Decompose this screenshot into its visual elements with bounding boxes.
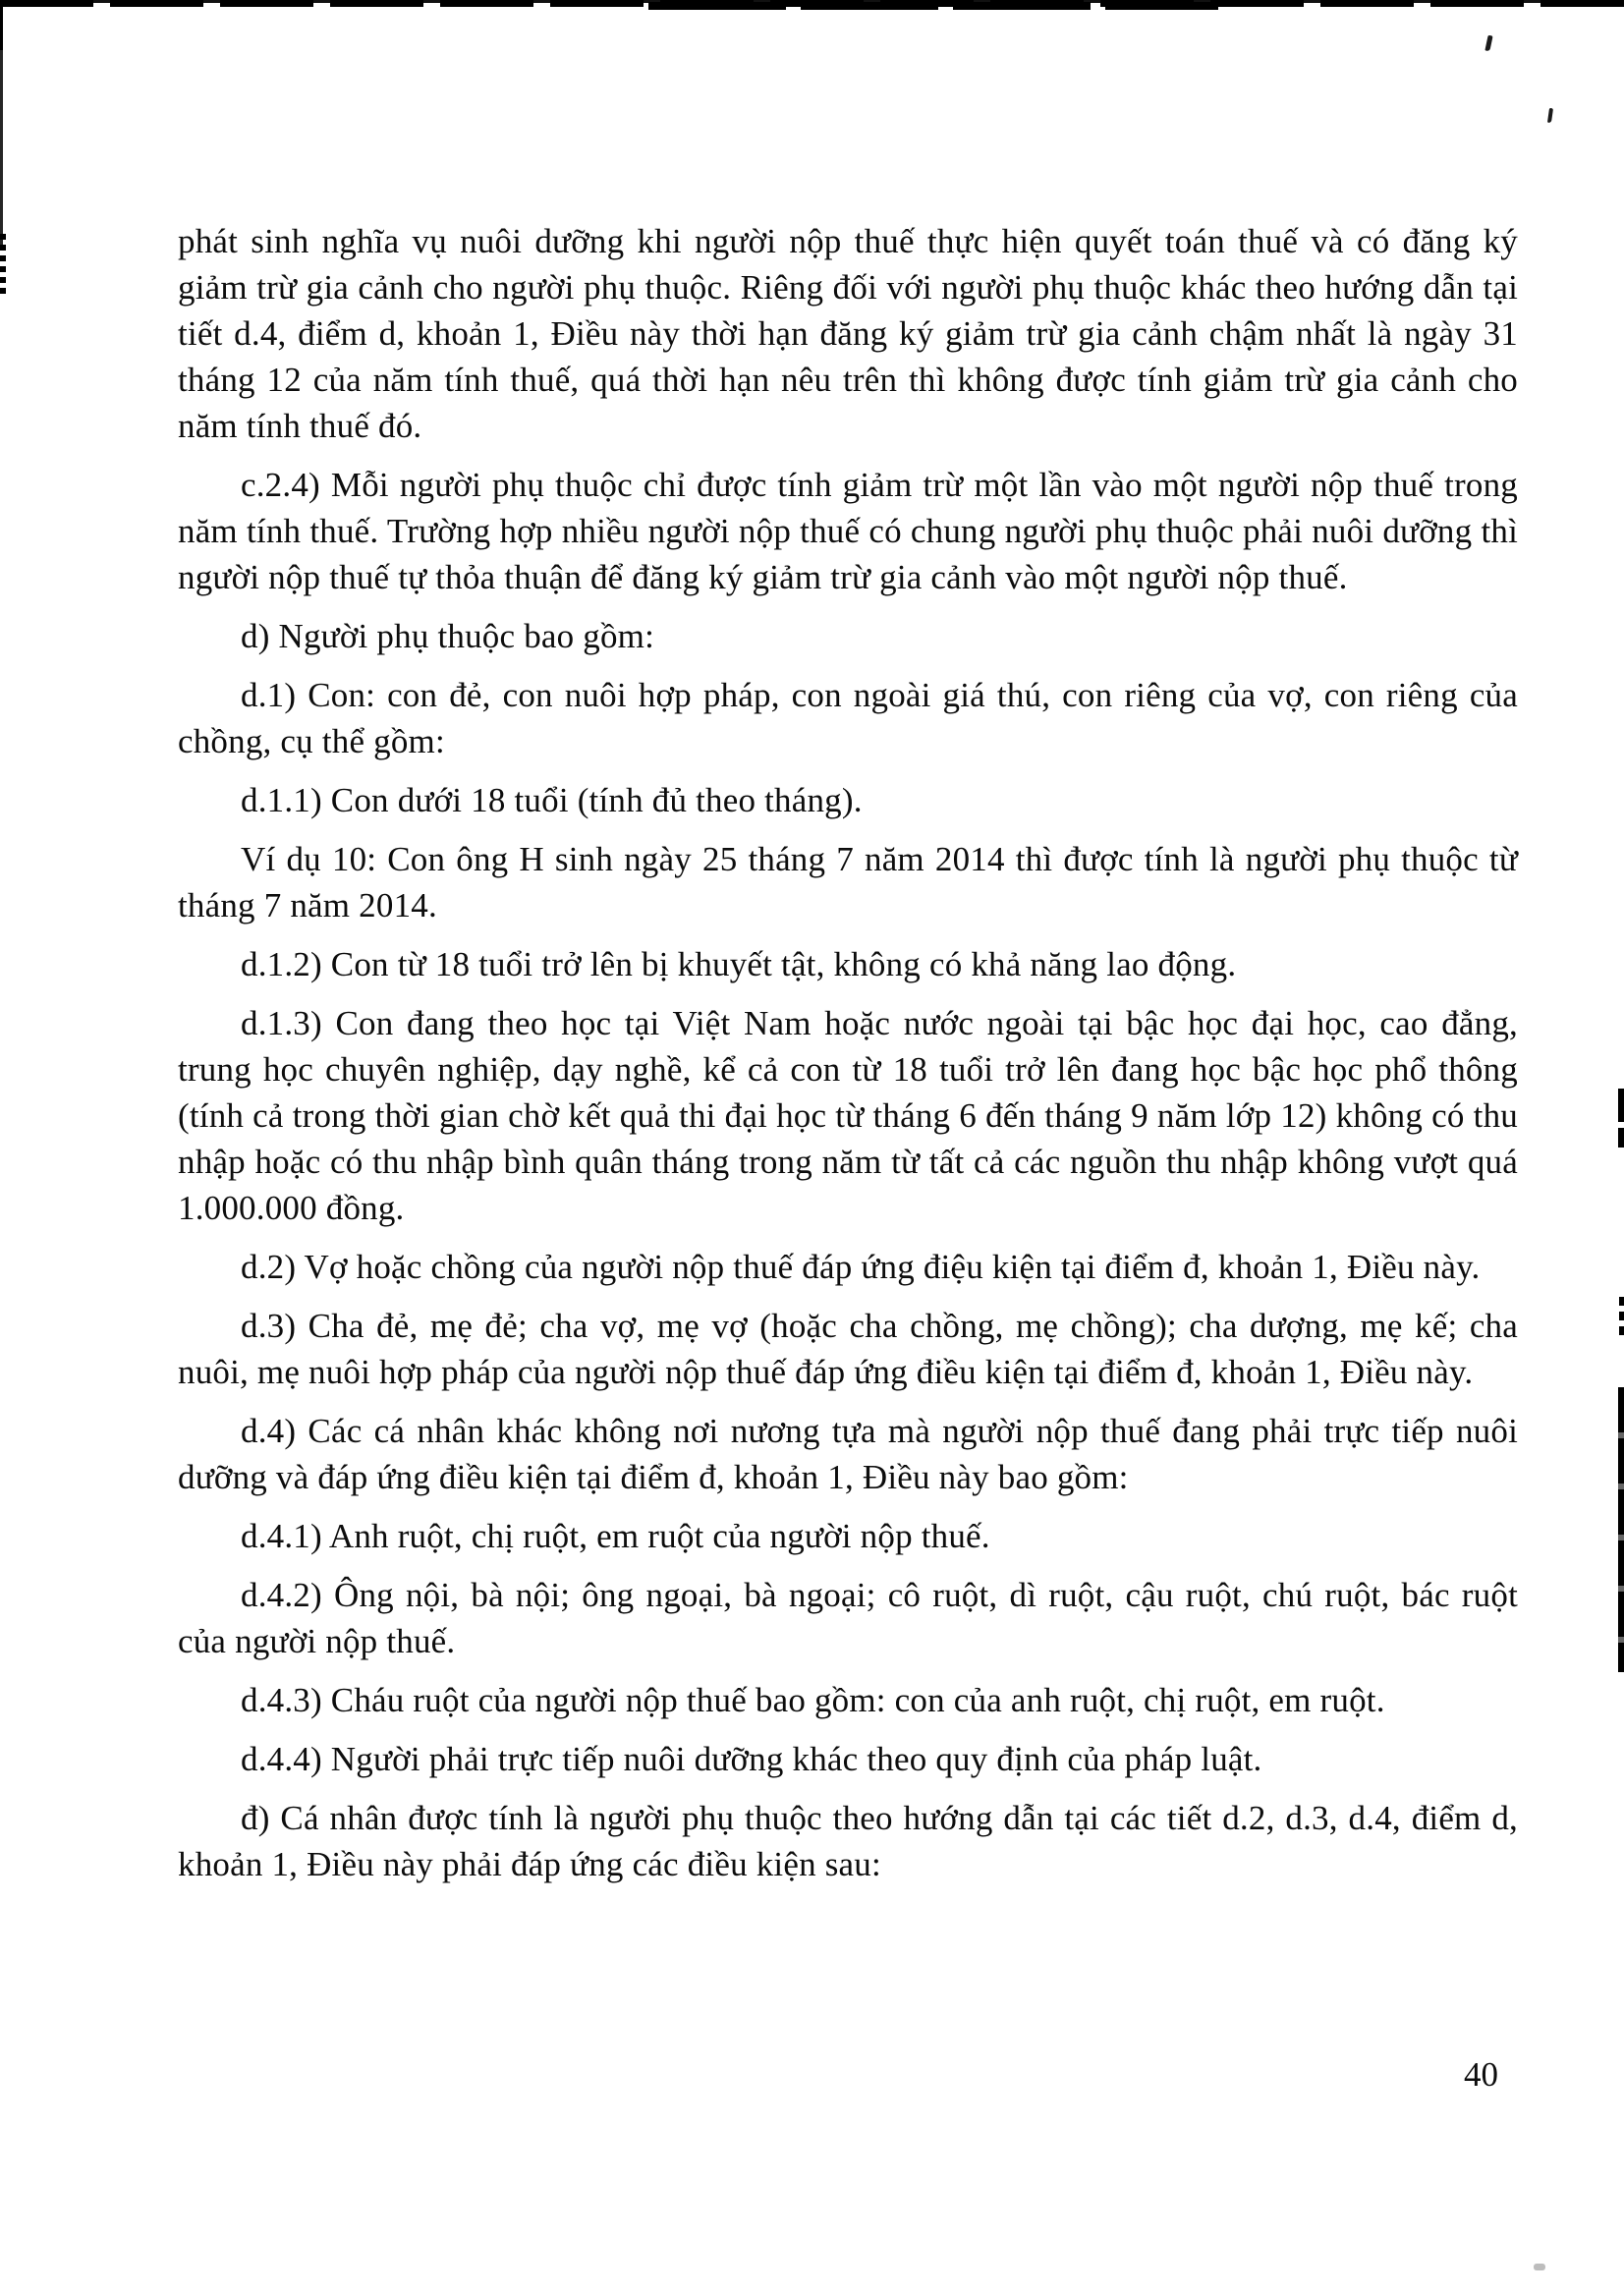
paragraph-example-10: Ví dụ 10: Con ông H sinh ngày 25 tháng 7 năm 2014 thì được tính là người phụ thuộc từ tháng 7 năm 2014. [178, 840, 1518, 924]
paragraph-d-1-2: d.1.2) Con từ 18 tuổi trở lên bị khuyết tật, không có khả năng lao động. [241, 945, 1237, 983]
paragraph-d-1-1: d.1.1) Con dưới 18 tuổi (tính đủ theo tháng). [241, 781, 863, 819]
scan-artifact-top-edge-thick [648, 2, 1218, 10]
scan-artifact-right-edge-middle [1619, 1297, 1624, 1336]
paragraph-d-4-2: d.4.2) Ông nội, bà nội; ông ngoại, bà ngoại; cô ruột, dì ruột, cậu ruột, chú ruột, bác ruột của người nộp thuế. [178, 1576, 1518, 1660]
scan-artifact-right-edge-lower [1618, 1387, 1624, 1672]
scan-speck-top-right-2 [1547, 108, 1553, 123]
paragraph-d-4-3: d.4.3) Cháu ruột của người nộp thuế bao gồm: con của anh ruột, chị ruột, em ruột. [241, 1681, 1385, 1719]
scan-artifact-left-dashes [0, 234, 6, 297]
paragraph-d-2: d.2) Vợ hoặc chồng của người nộp thuế đáp ứng điệu kiện tại điểm đ, khoản 1, Điều này. [241, 1248, 1481, 1286]
paragraph-c-2-4: c.2.4) Mỗi người phụ thuộc chỉ được tính giảm trừ một lần vào một người nộp thuế trong năm tính thuế. Trường hợp nhiều người nộp thuế có chung người phụ thuộc phải nuôi dưỡng thì người nộp thuế tự thỏa thuận để đăng ký giảm trừ gia cảnh vào một người nộp thuế. [178, 466, 1518, 596]
scan-artifact-right-edge-upper [1618, 1089, 1624, 1148]
paragraph-d-4-1: d.4.1) Anh ruột, chị ruột, em ruột của người nộp thuế. [241, 1517, 990, 1555]
paragraph-dd: đ) Cá nhân được tính là người phụ thuộc theo hướng dẫn tại các tiết d.2, d.3, d.4, điểm d, khoản 1, Điều này phải đáp ứng các điều kiện sau: [178, 1799, 1518, 1883]
page-number: 40 [1464, 2055, 1498, 2094]
page-content [178, 218, 1518, 1900]
paragraph-d-1-3: d.1.3) Con đang theo học tại Việt Nam hoặc nước ngoài tại bậc học đại học, cao đẳng, trung học chuyên nghiệp, dạy nghề, kể cả con từ 18 tuổi trở lên đang học bậc học phổ thông (tính cả trong thời gian chờ kết quả thi đại học từ tháng 6 đến tháng 9 năm lớp 12) không có thu nhập hoặc có thu nhập bình quân tháng trong năm từ tất cả các nguồn thu nhập không vượt quá 1.000.000 đồng. [178, 1004, 1518, 1227]
paragraph-d-4-4: d.4.4) Người phải trực tiếp nuôi dưỡng khác theo quy định của pháp luật. [241, 1740, 1262, 1778]
paragraph-d: d) Người phụ thuộc bao gồm: [241, 617, 655, 655]
paragraph-d-3: d.3) Cha đẻ, mẹ đẻ; cha vợ, mẹ vợ (hoặc cha chồng, mẹ chồng); cha dượng, mẹ kế; cha nuôi, mẹ nuôi hợp pháp của người nộp thuế đáp ứng điều kiện tại điểm đ, khoản 1, Điều này. [178, 1307, 1518, 1391]
paragraph-d-4: d.4) Các cá nhân khác không nơi nương tựa mà người nộp thuế đang phải trực tiếp nuôi dưỡng và đáp ứng điều kiện tại điểm đ, khoản 1, Điều này bao gồm: [178, 1412, 1518, 1496]
paragraph-continuation: phát sinh nghĩa vụ nuôi dưỡng khi người nộp thuế thực hiện quyết toán thuế và có đăng ký giảm trừ gia cảnh cho người phụ thuộc. Riêng đối với người phụ thuộc khác theo hướng dẫn tại tiết d.4, điểm d, khoản 1, Điều này thời hạn đăng ký giảm trừ gia cảnh chậm nhất là ngày 31 tháng 12 của năm tính thuế, quá thời hạn nêu trên thì không được tính giảm trừ gia cảnh cho năm tính thuế đó. [178, 222, 1518, 445]
scan-speck-bottom-right [1534, 2264, 1545, 2270]
scan-artifact-left-edge [0, 0, 3, 251]
paragraph-d-1: d.1) Con: con đẻ, con nuôi hợp pháp, con ngoài giá thú, con riêng của vợ, con riêng của chồng, cụ thể gồm: [178, 676, 1518, 760]
scan-speck-top-right-1 [1484, 35, 1492, 52]
